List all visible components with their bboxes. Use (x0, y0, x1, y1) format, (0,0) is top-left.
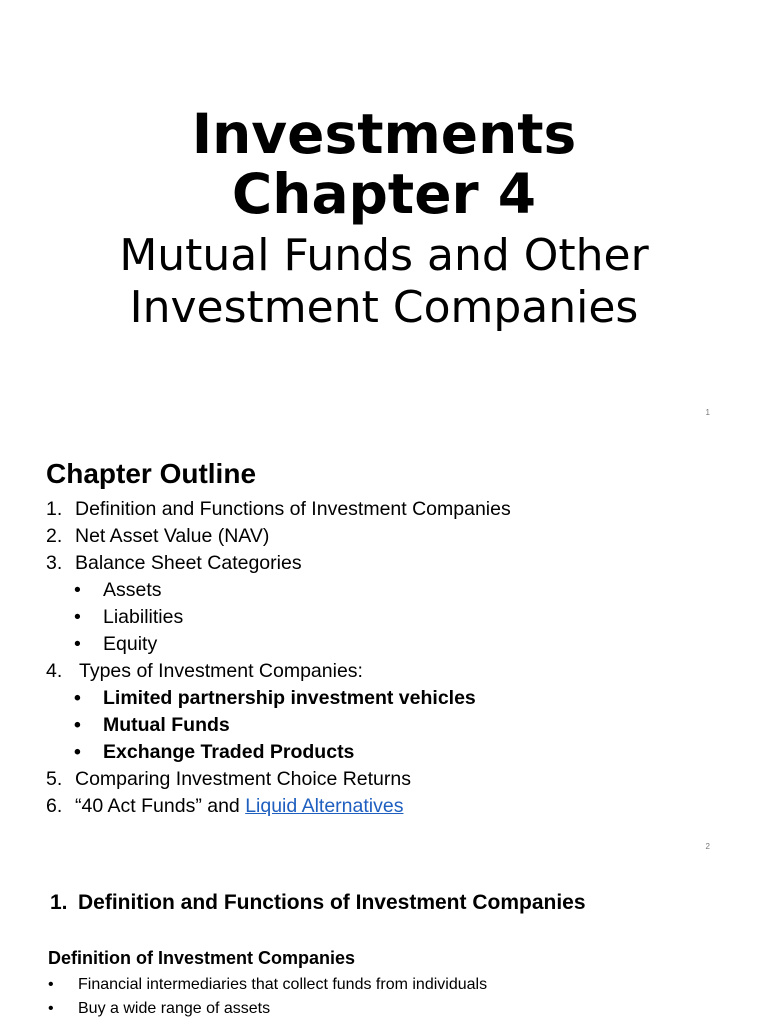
liquid-alternatives-link[interactable]: Liquid Alternatives (245, 795, 404, 817)
outline-list (46, 496, 511, 820)
section-number: 1. (50, 891, 68, 914)
page-number-2: 2 (705, 842, 710, 851)
slide-1 (0, 0, 768, 430)
bullet-icon: • (74, 579, 81, 601)
item-number: 1. (46, 498, 63, 520)
bullet-icon: • (74, 633, 81, 655)
bullet-icon: • (48, 1000, 54, 1017)
outline-item (46, 658, 511, 685)
outline-subitem (46, 712, 511, 739)
definition-list (48, 973, 487, 1021)
outline-subitem (46, 685, 511, 712)
outline-subitem (46, 577, 511, 604)
item-text: “40 Act Funds” and (75, 795, 246, 817)
subitem-text: Exchange Traded Products (103, 741, 355, 763)
list-item-text: Financial intermediaries that collect funds from individuals (78, 976, 488, 993)
item-text: Definition and Functions of Investment Companies (75, 498, 511, 520)
bullet-icon: • (74, 741, 81, 763)
item-number: 2. (46, 525, 63, 547)
subitem-text: Mutual Funds (103, 714, 230, 736)
outline-subitem (46, 631, 511, 658)
subheading: Definition of Investment Companies (48, 948, 356, 968)
outline-item (46, 496, 511, 523)
item-number: 3. (46, 552, 63, 574)
item-number: 4. (46, 660, 63, 682)
title-line-1: Investments (191, 102, 577, 166)
title-line-2: Chapter 4 (231, 162, 537, 226)
section-heading (50, 891, 586, 915)
slide-title (0, 104, 768, 224)
list-item (48, 997, 487, 1021)
section-title: Definition and Functions of Investment Companies (78, 891, 586, 914)
outline-title: Chapter Outline (46, 458, 257, 489)
outline-subitem (46, 739, 511, 766)
outline-item (46, 793, 511, 820)
bullet-icon: • (74, 714, 81, 736)
outline-item (46, 550, 511, 577)
item-text: Types of Investment Companies: (79, 660, 363, 682)
item-text: Net Asset Value (NAV) (75, 525, 270, 547)
bullet-icon: • (74, 606, 81, 628)
subitem-text: Liabilities (103, 606, 184, 628)
list-item-text: Buy a wide range of assets (78, 1000, 271, 1017)
subitem-text: Equity (103, 633, 158, 655)
slide-subtitle (0, 230, 768, 334)
item-text: Comparing Investment Choice Returns (75, 768, 411, 790)
item-text: Balance Sheet Categories (75, 552, 302, 574)
page-number-1: 1 (705, 408, 710, 417)
outline-item (46, 523, 511, 550)
item-number: 5. (46, 768, 63, 790)
subtitle-line-1: Mutual Funds and Other (119, 230, 649, 281)
bullet-icon: • (74, 687, 81, 709)
outline-item (46, 766, 511, 793)
item-number: 6. (46, 795, 63, 817)
outline-subitem (46, 604, 511, 631)
list-item (48, 973, 487, 997)
bullet-icon: • (48, 976, 54, 993)
subtitle-line-2: Investment Companies (129, 282, 639, 333)
subitem-text: Limited partnership investment vehicles (103, 687, 476, 709)
subitem-text: Assets (103, 579, 162, 601)
